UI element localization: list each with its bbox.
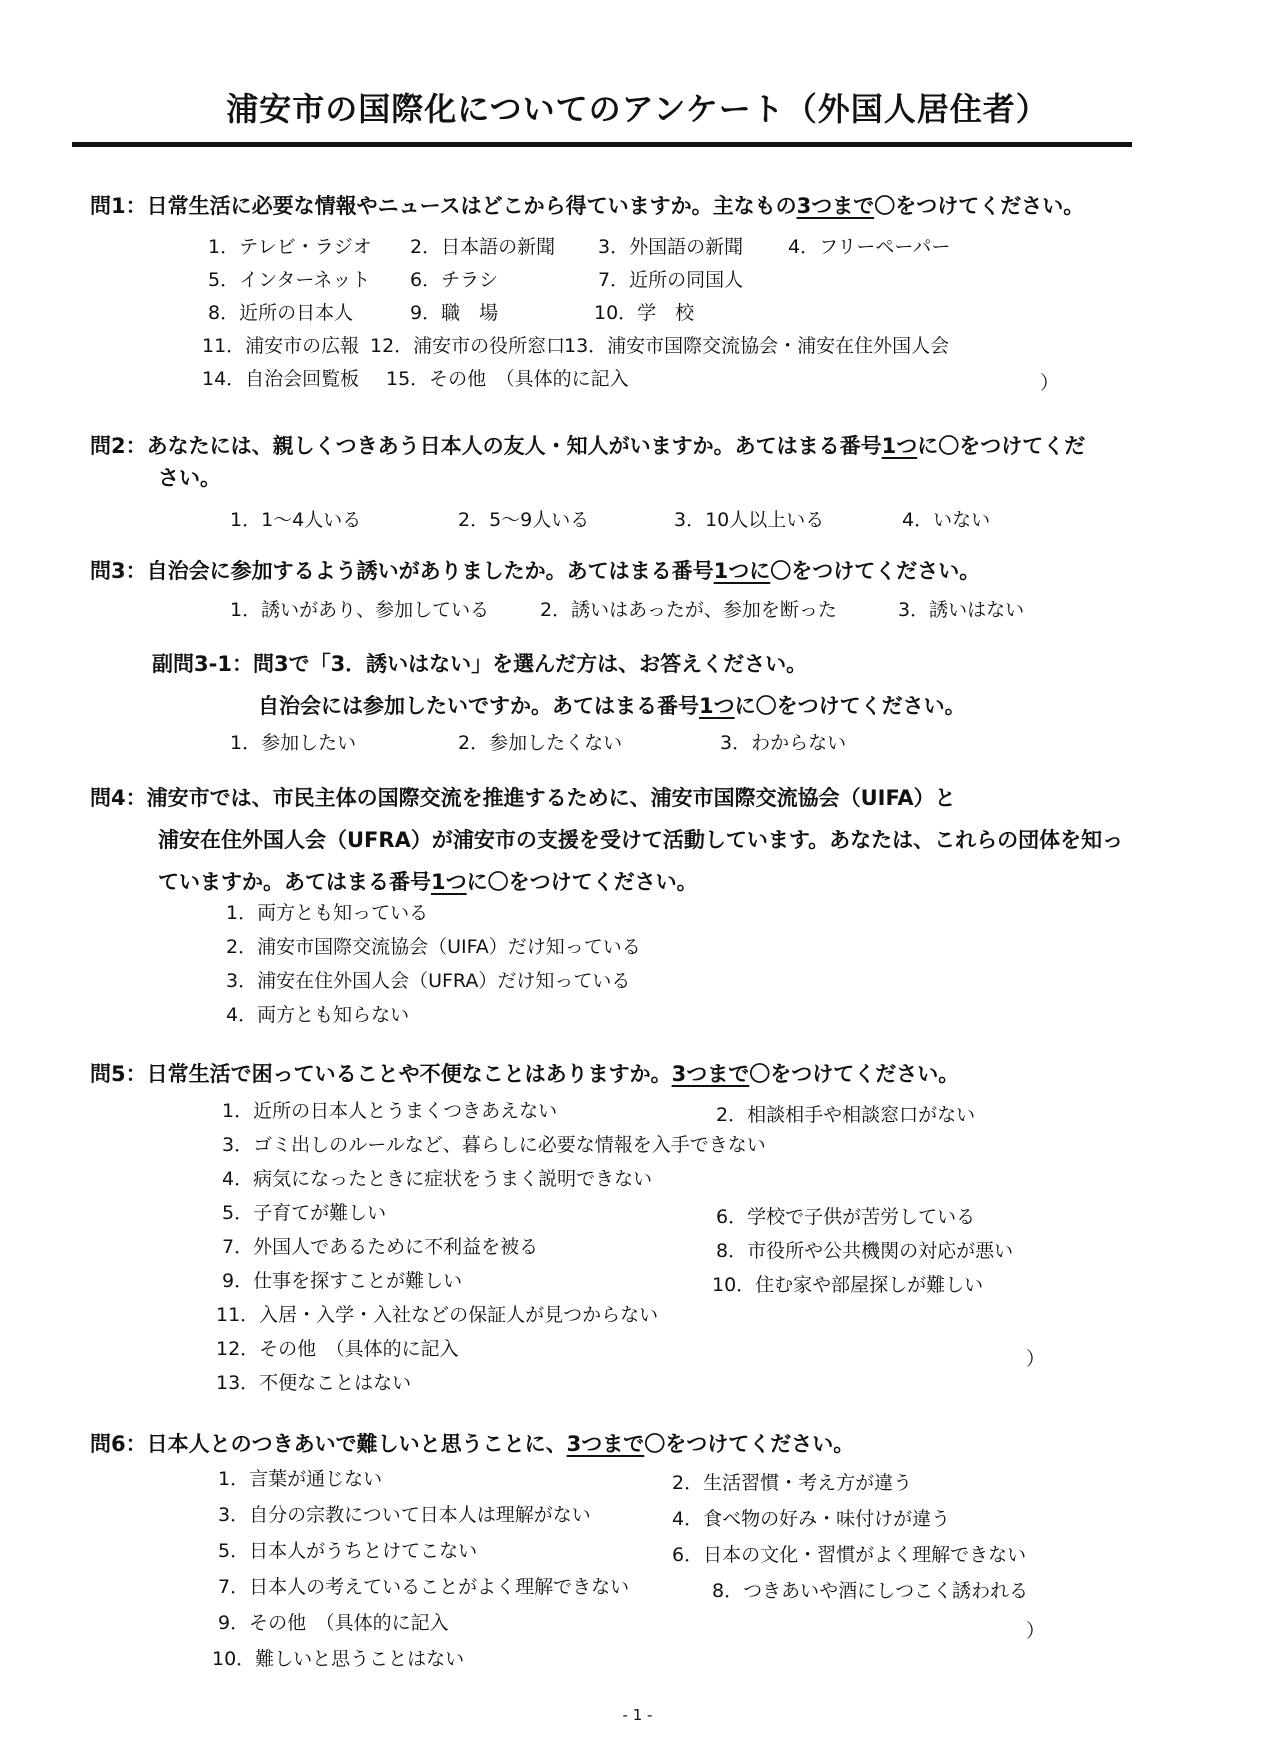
- option[interactable]: 7．外国人であるために不利益を被る: [222, 1236, 539, 1258]
- closing-paren: ）: [1026, 1348, 1046, 1370]
- question-text: 問3で「3．誘いはない」を選んだ方は、お答えください。: [252, 652, 808, 676]
- question-text: 日常生活で困っていることや不便なことはありますか。: [146, 1062, 672, 1086]
- option[interactable]: 4．両方とも知らない: [226, 1004, 410, 1026]
- option[interactable]: 1．1～4人いる: [230, 509, 362, 531]
- question-number: 問3：: [90, 559, 147, 583]
- option[interactable]: 6．学校で子供が苦労している: [716, 1206, 976, 1228]
- option[interactable]: 13．浦安市国際交流協会・浦安在住外国人会: [564, 335, 950, 357]
- option[interactable]: 10．学 校: [594, 302, 695, 324]
- option[interactable]: 1．参加したい: [230, 732, 357, 754]
- option[interactable]: 3．誘いはない: [898, 599, 1025, 621]
- option[interactable]: 2．5～9人いる: [458, 509, 590, 531]
- question-text: 日常生活に必要な情報やニュースはどこから得ていますか。主なもの: [146, 194, 797, 218]
- option[interactable]: 8．近所の日本人: [208, 302, 354, 324]
- question-number: 問6：: [90, 1432, 147, 1456]
- question-text: 日本人とのつきあいで難しいと思うことに、: [146, 1432, 567, 1456]
- option[interactable]: 2．参加したくない: [458, 732, 623, 754]
- option[interactable]: 14．自治会回覧板: [202, 368, 360, 390]
- question-number: 問1：: [90, 194, 147, 218]
- question-text: 自治会に参加するよう誘いがありましたか。あてはまる番号: [146, 559, 714, 583]
- option[interactable]: 8．つきあいや酒にしつこく誘われる: [712, 1580, 1029, 1602]
- question-emphasis: 3つまで: [796, 194, 875, 218]
- option[interactable]: 3．わからない: [720, 732, 847, 754]
- option[interactable]: 1．テレビ・ラジオ: [208, 236, 372, 258]
- option[interactable]: 13．不便なことはない: [216, 1372, 412, 1394]
- question-1: [90, 190, 1084, 220]
- survey-title: 浦安市の国際化についてのアンケート（外国人居住者）: [226, 90, 1049, 128]
- option[interactable]: 2．生活習慣・考え方が違う: [672, 1472, 913, 1494]
- question-emphasis: 1つに: [713, 559, 771, 583]
- question-5: [90, 1058, 959, 1088]
- sub-question-3-1-line2: [258, 690, 966, 720]
- option[interactable]: 6．日本の文化・習慣がよく理解できない: [672, 1544, 1027, 1566]
- option[interactable]: 9．仕事を探すことが難しい: [222, 1270, 463, 1292]
- option[interactable]: 2．日本語の新聞: [410, 236, 556, 258]
- option[interactable]: 6．チラシ: [410, 269, 499, 291]
- option[interactable]: 9．職 場: [410, 302, 499, 324]
- question-text: 浦安市では、市民主体の国際交流を推進するために、浦安市国際交流協会（UIFA）と: [146, 786, 956, 810]
- question-4-line2: 浦安在住外国人会（UFRA）が浦安市の支援を受けて活動しています。あなたは、これらの団体を知っ: [158, 828, 1124, 852]
- option[interactable]: 3．外国語の新聞: [598, 236, 744, 258]
- question-text: に〇をつけてください。: [466, 870, 698, 894]
- question-4-line3: [158, 866, 698, 896]
- option[interactable]: 10．難しいと思うことはない: [212, 1648, 465, 1670]
- option[interactable]: 12．その他 （具体的に記入: [216, 1338, 459, 1360]
- question-text: あなたには、親しくつきあう日本人の友人・知人がいますか。あてはまる番号: [146, 434, 882, 458]
- question-text: に〇をつけてください。: [734, 694, 966, 718]
- option[interactable]: 5．子育てが難しい: [222, 1202, 387, 1224]
- option[interactable]: 1．近所の日本人とうまくつきあえない: [222, 1100, 558, 1122]
- closing-paren: ）: [1026, 1620, 1046, 1642]
- question-text: 〇をつけてください。: [644, 1432, 855, 1456]
- question-6: [90, 1428, 854, 1458]
- option[interactable]: 4．いない: [902, 509, 991, 531]
- title-divider: [72, 142, 1132, 147]
- question-number: 問5：: [90, 1062, 147, 1086]
- option[interactable]: 10．住む家や部屋探しが難しい: [712, 1274, 984, 1296]
- option[interactable]: 2．浦安市国際交流協会（UIFA）だけ知っている: [226, 936, 641, 958]
- sub-question-3-1: [152, 648, 807, 678]
- question-4: [90, 782, 956, 812]
- option[interactable]: 8．市役所や公共機関の対応が悪い: [716, 1240, 1014, 1262]
- question-number: 問2：: [90, 434, 147, 458]
- question-text: 〇をつけてください。: [770, 559, 981, 583]
- option[interactable]: 2．誘いはあったが、参加を断った: [540, 599, 837, 621]
- question-emphasis: 1つ: [431, 870, 467, 894]
- option[interactable]: 4．フリーペーパー: [788, 236, 951, 258]
- question-3: [90, 555, 980, 585]
- question-emphasis: 3つまで: [566, 1432, 645, 1456]
- question-number: 問4：: [90, 786, 147, 810]
- option[interactable]: 1．誘いがあり、参加している: [230, 599, 490, 621]
- question-emphasis: 3つまで: [671, 1062, 750, 1086]
- option[interactable]: 5．日本人がうちとけてこない: [218, 1540, 478, 1562]
- option[interactable]: 11．入居・入学・入社などの保証人が見つからない: [216, 1304, 659, 1326]
- question-text: 〇をつけてください。: [749, 1062, 960, 1086]
- option[interactable]: 12．浦安市の役所窓口: [370, 335, 566, 357]
- option[interactable]: 4．食べ物の好み・味付けが違う: [672, 1508, 951, 1530]
- option[interactable]: 3．浦安在住外国人会（UFRA）だけ知っている: [226, 970, 631, 992]
- question-text: に〇をつけてくだ: [917, 434, 1086, 458]
- option[interactable]: 7．日本人の考えていることがよく理解できない: [218, 1576, 630, 1598]
- option[interactable]: 3．自分の宗教について日本人は理解がない: [218, 1504, 591, 1526]
- option[interactable]: 5．インターネット: [208, 269, 371, 291]
- question-emphasis: 1つ: [699, 694, 735, 718]
- option[interactable]: 11．浦安市の広報: [202, 335, 360, 357]
- question-emphasis: 1つ: [881, 434, 918, 458]
- option[interactable]: 4．病気になったときに症状をうまく説明できない: [222, 1168, 653, 1190]
- page-number: - 1 -: [622, 1706, 653, 1724]
- closing-paren: ）: [1040, 372, 1060, 394]
- option[interactable]: 1．両方とも知っている: [226, 902, 429, 924]
- question-text: 〇をつけてください。: [874, 194, 1085, 218]
- option[interactable]: 2．相談相手や相談窓口がない: [716, 1104, 976, 1126]
- option[interactable]: 3．10人以上いる: [674, 509, 825, 531]
- option[interactable]: 9．その他 （具体的に記入: [218, 1612, 449, 1634]
- option[interactable]: 15．その他 （具体的に記入: [386, 368, 629, 390]
- option[interactable]: 1．言葉が通じない: [218, 1468, 383, 1490]
- question-2-continued: さい。: [158, 466, 221, 490]
- option[interactable]: 7．近所の同国人: [598, 269, 744, 291]
- question-text: ていますか。あてはまる番号: [158, 870, 431, 894]
- option[interactable]: 3．ゴミ出しのルールなど、暮らしに必要な情報を入手できない: [222, 1134, 766, 1156]
- question-number: 副問3-1：: [152, 652, 253, 676]
- question-2: [90, 430, 1085, 460]
- question-text: 自治会には参加したいですか。あてはまる番号: [258, 694, 699, 718]
